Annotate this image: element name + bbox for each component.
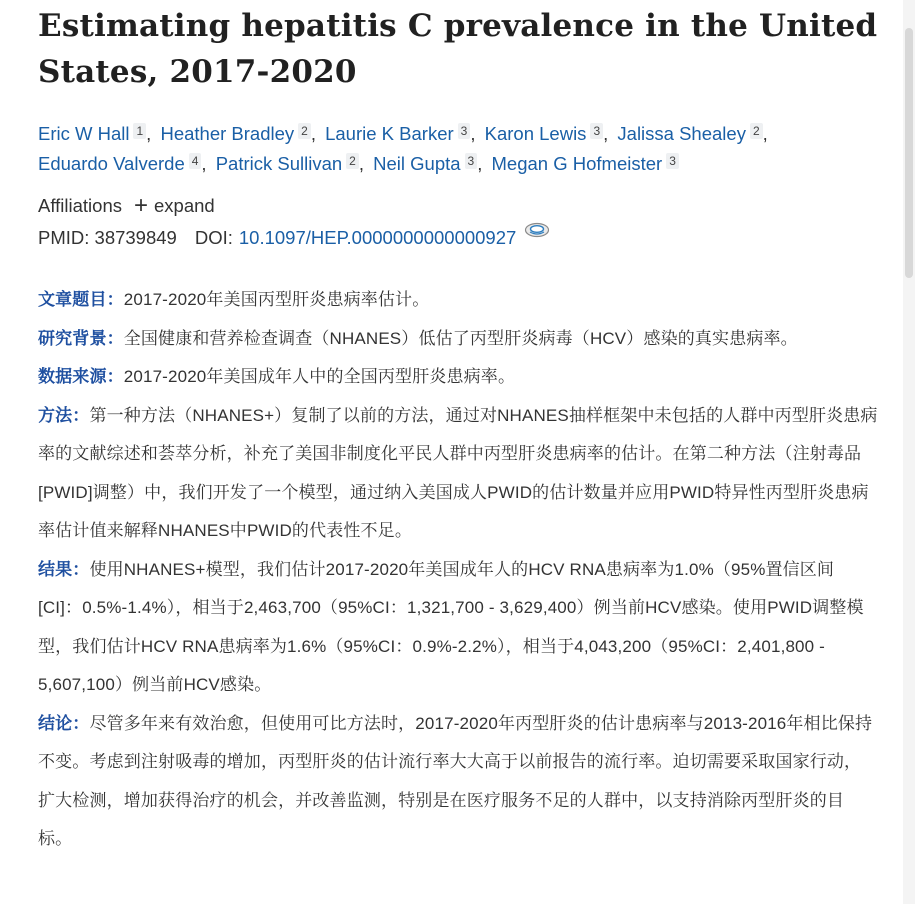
- separator: ,: [762, 123, 768, 144]
- plus-icon: +: [133, 192, 148, 219]
- author-link[interactable]: Karon Lewis: [484, 123, 587, 144]
- author-link[interactable]: Eduardo Valverde: [38, 153, 185, 174]
- affiliations-row: [38, 191, 878, 221]
- section-label: 数据来源：: [38, 367, 124, 386]
- expand-label: expand: [154, 195, 215, 216]
- affiliations-label: Affiliations: [38, 195, 122, 216]
- separator: ,: [201, 153, 207, 174]
- pmid-label: PMID:: [38, 227, 90, 248]
- affiliation-ref[interactable]: 2: [298, 123, 311, 139]
- section-label: 研究背景：: [38, 328, 124, 348]
- affiliation-ref[interactable]: 2: [346, 153, 359, 169]
- section-text: 尽管多年来有效治愈，但使用可比方法时，2017-2020年丙型肝炎的估计患病率与2013-2016年相比保持不变。考虑到注射吸毒的增加，丙型肝炎的估计流行率大大高于以前报告的流行率。迫切需要采取国家行动，扩大检测，增加获得治疗的机会，并改善监测，特别是在医疗服务不足的人群中，以支持消除丙型肝炎的目标。: [38, 713, 873, 848]
- article-page: [38, 0, 878, 859]
- author-link[interactable]: Laurie K Barker: [325, 123, 454, 144]
- summary-results-paragraph: [38, 551, 878, 705]
- affiliation-ref[interactable]: 3: [458, 123, 471, 139]
- affiliation-ref[interactable]: 4: [189, 153, 202, 169]
- summary-data-source-paragraph: [38, 358, 878, 397]
- chinese-summary: [38, 281, 878, 859]
- separator: ,: [358, 153, 364, 174]
- author-link[interactable]: Patrick Sullivan: [215, 153, 343, 174]
- article-title: Estimating hepatitis C prevalence in the United States, 2017-2020: [38, 8, 878, 90]
- vertical-scrollbar[interactable]: [903, 0, 915, 904]
- summary-background-paragraph: [38, 320, 878, 359]
- separator: ,: [146, 123, 152, 144]
- section-text: 全国健康和营养检查调查（NHANES）低估了丙型肝炎病毒（HCV）感染的真实患病率。: [123, 328, 798, 348]
- doi-link[interactable]: 10.1097/HEP.0000000000000927: [238, 227, 517, 248]
- summary-methods-paragraph: [38, 397, 878, 551]
- section-text: 2017-2020年美国丙型肝炎患病率估计。: [123, 290, 430, 309]
- affiliation-ref[interactable]: 3: [465, 153, 478, 169]
- affiliation-ref[interactable]: 1: [133, 123, 146, 139]
- author-list: [38, 119, 878, 179]
- separator: ,: [310, 123, 316, 144]
- section-label: 文章题目：: [38, 290, 124, 309]
- affiliation-ref[interactable]: 3: [666, 153, 679, 169]
- author-link[interactable]: Megan G Hofmeister: [491, 153, 663, 174]
- section-text: 2017-2020年美国成年人中的全国丙型肝炎患病率。: [123, 367, 516, 386]
- separator: ,: [477, 153, 483, 174]
- full-text-link-icon[interactable]: [524, 217, 550, 247]
- section-label: 结果：: [38, 559, 90, 579]
- expand-affiliations-button[interactable]: [134, 191, 215, 221]
- summary-title-paragraph: [38, 281, 878, 320]
- affiliation-ref[interactable]: 2: [750, 123, 763, 139]
- scrollbar-thumb[interactable]: [905, 28, 913, 278]
- author-link[interactable]: Neil Gupta: [373, 153, 461, 174]
- author-line-1: [38, 119, 878, 149]
- section-label: 方法：: [38, 405, 90, 425]
- summary-conclusion-paragraph: [38, 705, 878, 859]
- section-label: 结论：: [38, 713, 90, 733]
- author-line-2: [38, 149, 878, 179]
- section-text: 第一种方法（NHANES+）复制了以前的方法，通过对NHANES抽样框架中未包括的人群中丙型肝炎患病率的文献综述和荟萃分析，补充了美国非制度化平民人群中丙型肝炎患病率的估计。在第二种方法（注射毒品[PWID]调整）中，我们开发了一个模型，通过纳入美国成人PWID的估计数量并应用PWID特异性丙型肝炎患病率估计值来解释NHANES中PWID的代表性不足。: [38, 405, 878, 540]
- section-text: 使用NHANES+模型，我们估计2017-2020年美国成年人的HCV RNA患病率为1.0%（95%置信区间[CI]：0.5%-1.4%），相当于2,463,700（95%CI：1,321,700 - 3,629,400）例当前HCV感染。使用PWID调整模型，我们估计HCV RNA患病率为1.6%（95%CI：0.9%-2.2%），相当于4,043,200（95%CI：2,401,800 - 5,607,100）例当前HCV感染。: [38, 559, 864, 694]
- separator: ,: [603, 123, 609, 144]
- doi-label: DOI:: [194, 227, 233, 248]
- affiliation-ref[interactable]: 3: [590, 123, 603, 139]
- identifiers-row: [38, 223, 878, 253]
- separator: ,: [470, 123, 476, 144]
- author-link[interactable]: Jalissa Shealey: [617, 123, 746, 144]
- author-link[interactable]: Eric W Hall: [38, 123, 130, 144]
- author-link[interactable]: Heather Bradley: [160, 123, 295, 144]
- pmid-value: 38739849: [94, 227, 177, 248]
